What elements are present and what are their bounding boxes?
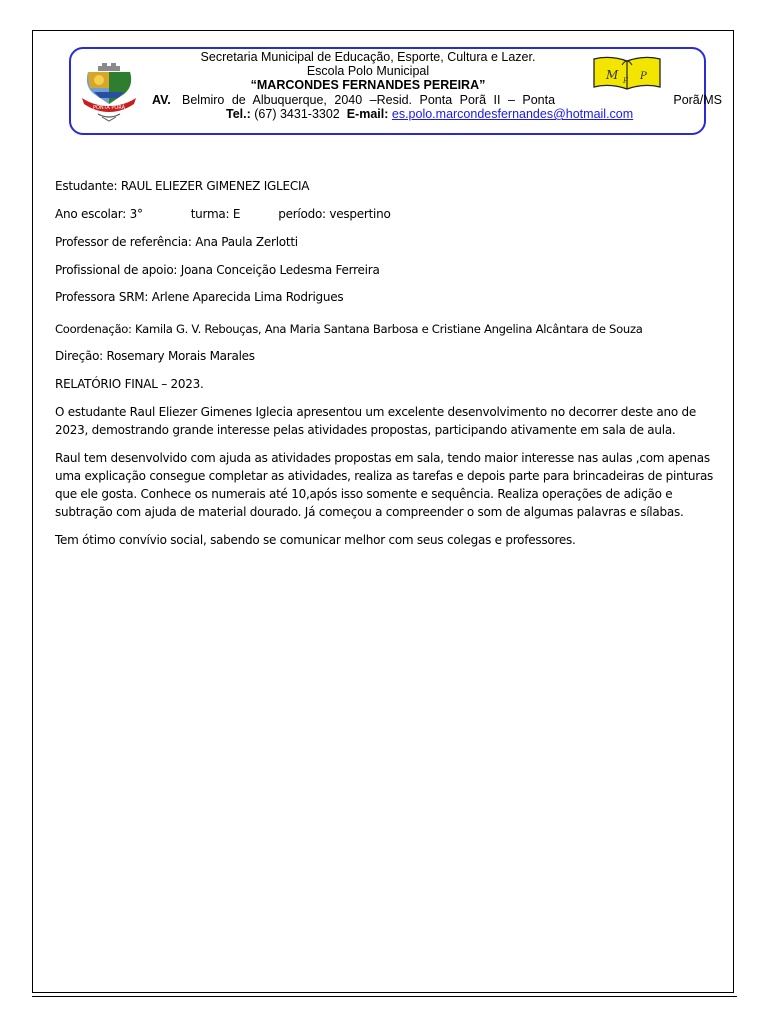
- email-label: E-mail:: [346, 107, 389, 121]
- tel-number: (67) 3431-3302: [254, 107, 340, 121]
- address-city: Porã/MS: [673, 93, 722, 107]
- class-field: turma: E: [190, 207, 241, 221]
- email-link[interactable]: es.polo.marcondesfernandes@hotmail.com: [391, 107, 634, 121]
- school-type-line: Escola Polo Municipal: [306, 64, 430, 78]
- tel-label: Tel.:: [226, 107, 251, 121]
- address-row: [152, 93, 722, 107]
- coordination-field: Coordenação: Kamila G. V. Rebouças, Ana Maria Santana Barbosa e Cristiane Angelina Alcântara de Souza: [55, 322, 643, 336]
- open-book-logo-icon: [592, 55, 662, 91]
- city-coat-of-arms-icon: [80, 62, 138, 122]
- contact-row: [226, 107, 633, 121]
- grade-row: [55, 205, 720, 223]
- direction-field: Direção: Rosemary Morais Marales: [55, 349, 255, 363]
- secretariat-line: Secretaria Municipal de Educação, Esporte, Cultura e Lazer.: [200, 50, 536, 64]
- reference-teacher-field: Professor de referência: Ana Paula Zerlotti: [55, 235, 298, 249]
- report-paragraph-3: Tem ótimo convívio social, sabendo se comunicar melhor com seus colegas e professores.: [55, 533, 576, 547]
- support-staff-field: Profissional de apoio: Joana Conceição Ledesma Ferreira: [55, 263, 380, 277]
- school-name: “MARCONDES FERNANDES PEREIRA”: [250, 78, 486, 92]
- grade-field: Ano escolar: 3°: [55, 207, 143, 221]
- svg-text:PONTA PORÃ: PONTA PORÃ: [92, 105, 126, 111]
- report-title: RELATÓRIO FINAL – 2023.: [55, 377, 204, 391]
- address-prefix: AV.: [152, 93, 171, 107]
- page-bottom-rule: [32, 996, 737, 997]
- period-field: período: vespertino: [278, 207, 391, 221]
- report-paragraph-2: Raul tem desenvolvido com ajuda as atividades propostas em sala, tendo maior interesse nas aulas ,com apenas uma explicação consegue completar as atividades, realiza as tarefas e depois parte para brincadeiras de pinturas que ele gosta. Conhece os numerais até 10,após isso somente e sequência. Realiza operações de adição e subtração com ajuda de material dourado. Já começou a compreender o som de algumas palavras e sílabas.: [55, 451, 714, 519]
- student-field: Estudante: RAUL ELIEZER GIMENEZ IGLECIA: [55, 179, 310, 193]
- srm-teacher-field: Professora SRM: Arlene Aparecida Lima Rodrigues: [55, 290, 344, 304]
- report-paragraph-1: O estudante Raul Eliezer Gimenes Iglecia apresentou um excelente desenvolvimento no decorrer deste ano de 2023, demostrando grande interesse pelas atividades propostas, participando ativamente em sala de aula.: [55, 405, 697, 437]
- svg-text:F: F: [623, 77, 628, 85]
- svg-text:M: M: [606, 68, 619, 82]
- address-text: Belmiro de Albuquerque, 2040 –Resid. Ponta Porã II – Ponta: [182, 93, 556, 107]
- svg-text:P: P: [640, 71, 647, 82]
